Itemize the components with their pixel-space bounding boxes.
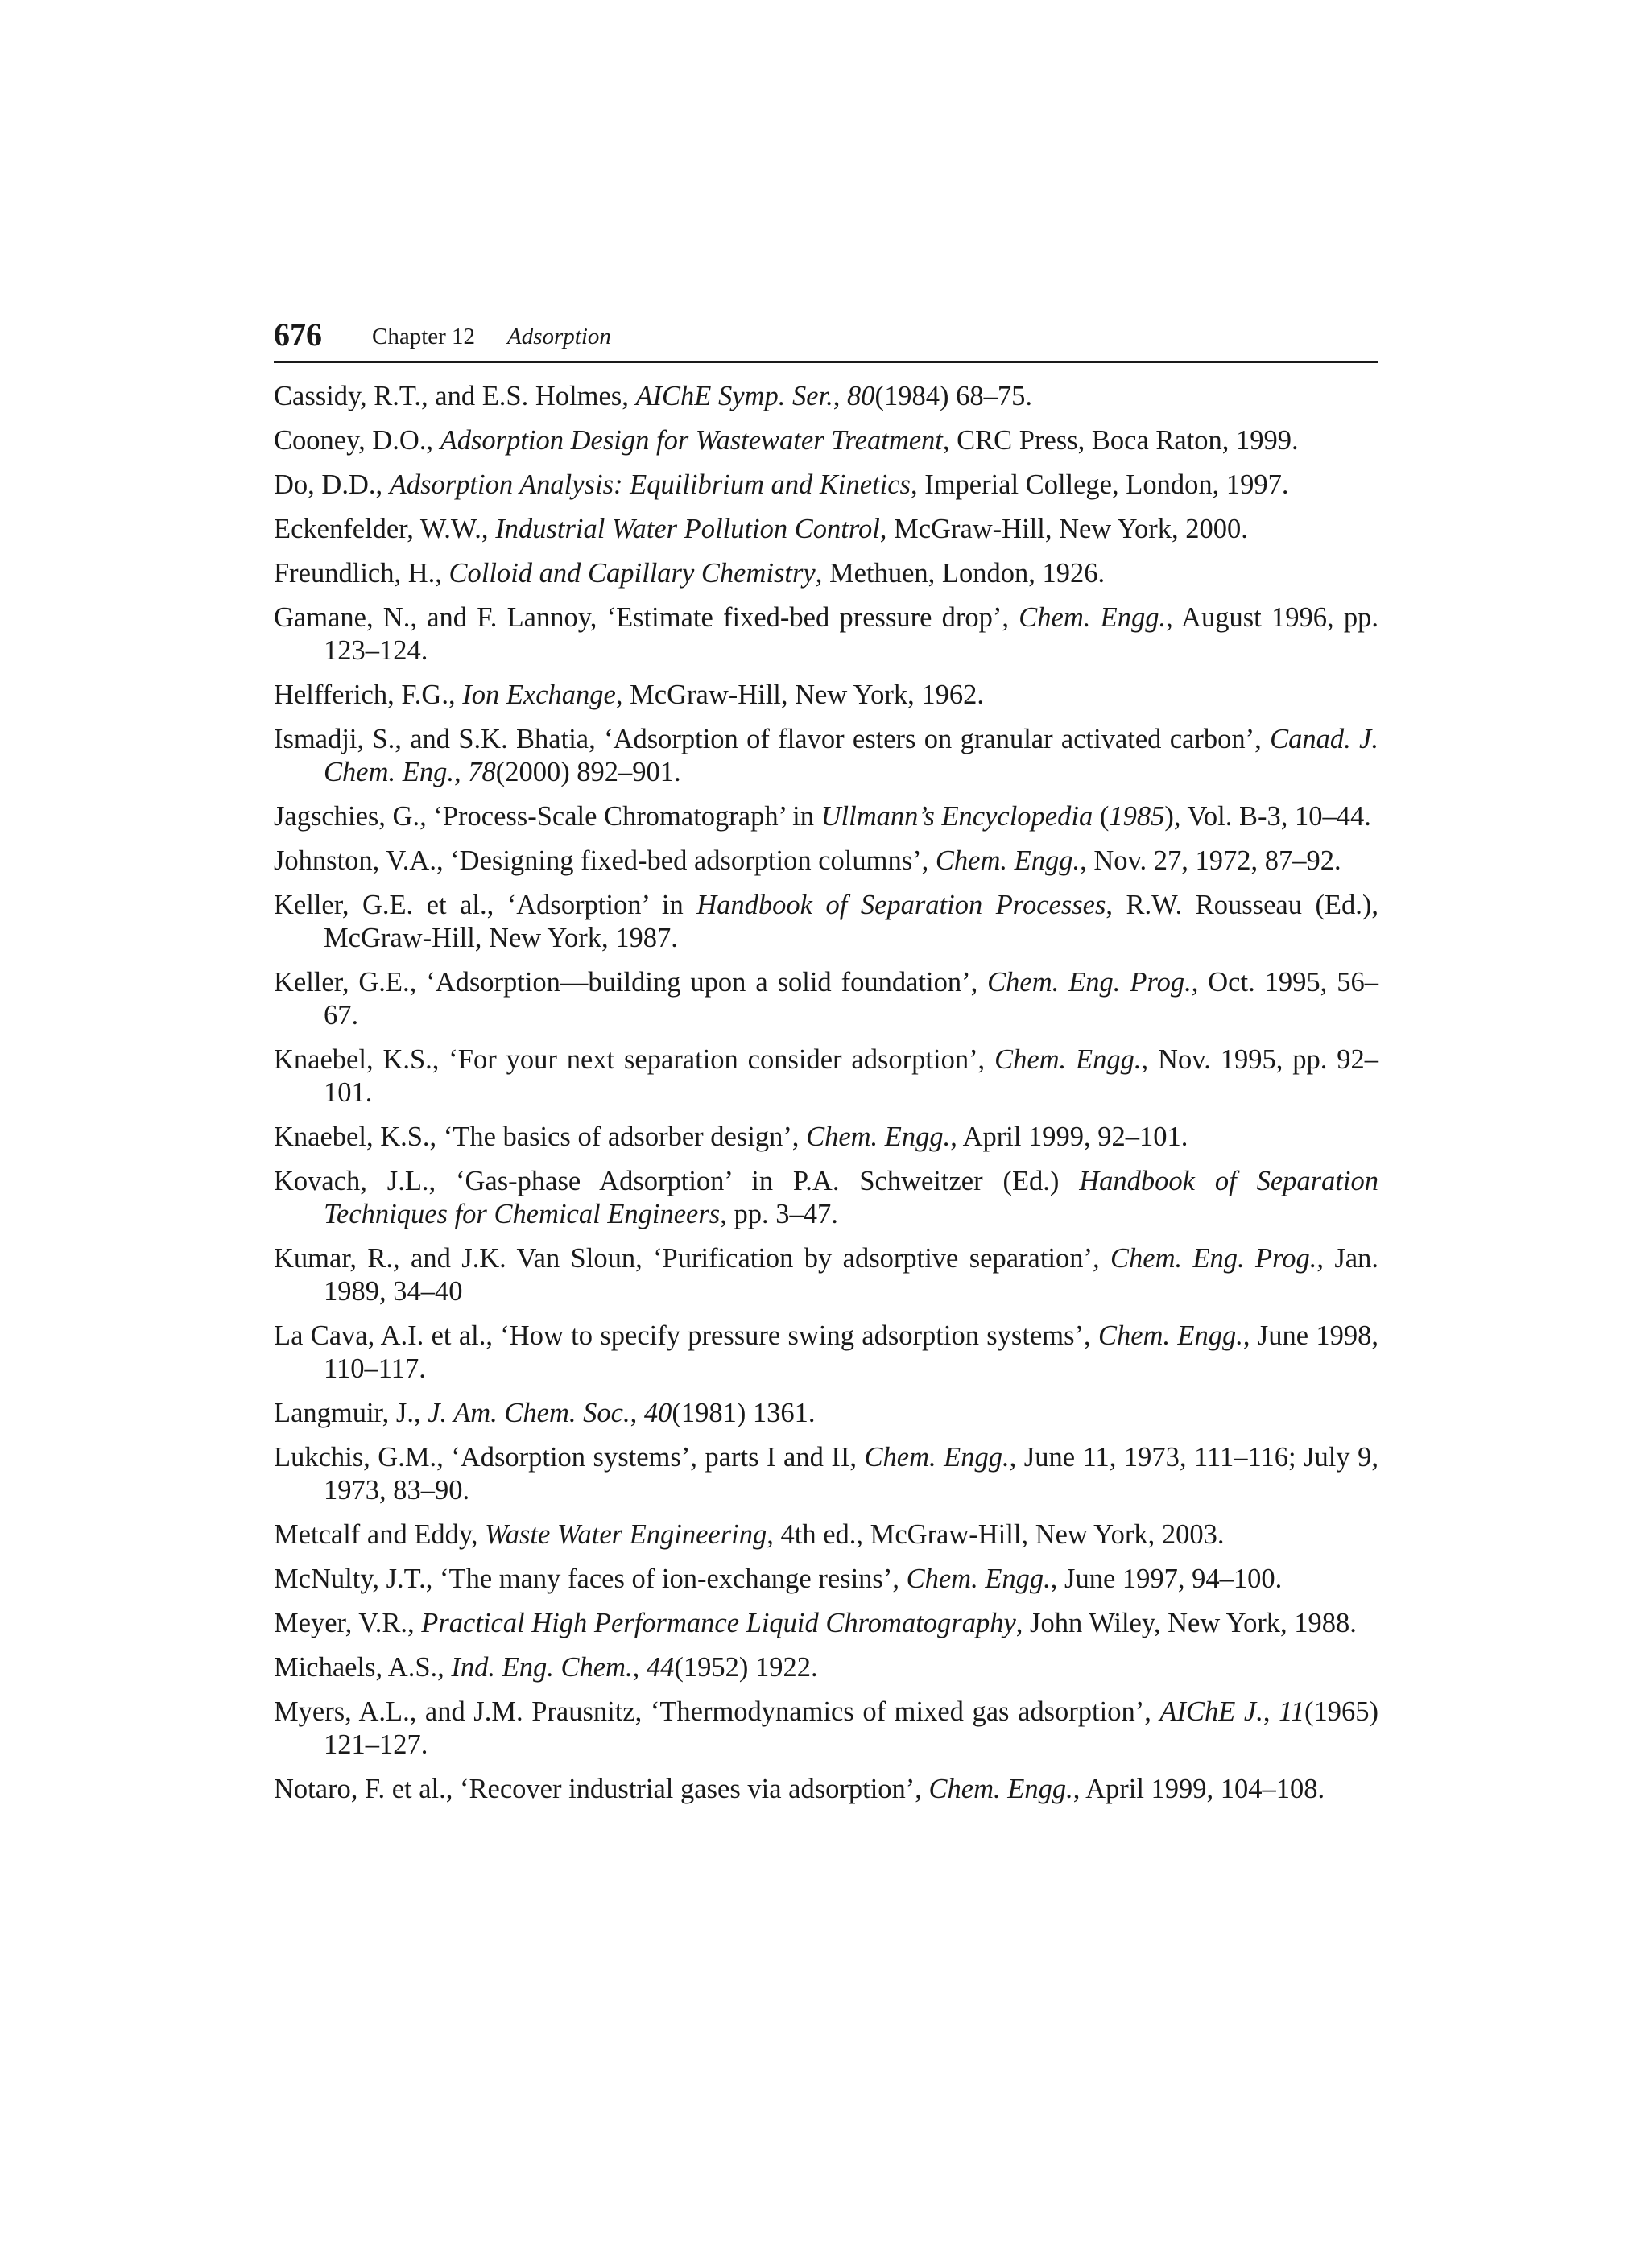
chapter-title: Adsorption: [507, 324, 611, 349]
reference-italic-text: Chem. Eng. Prog.: [987, 967, 1192, 998]
reference-entry: [274, 469, 1378, 502]
reference-text: , Methuen, London, 1926.: [815, 558, 1106, 589]
reference-text: Lukchis, G.M., ‘Adsorption systems’, parts I and II,: [274, 1442, 865, 1473]
reference-italic-text: Chem. Engg.: [994, 1044, 1142, 1075]
reference-entry: [274, 1651, 1378, 1684]
reference-text: , April 1999, 104–108.: [1072, 1774, 1325, 1804]
reference-text: (1984) 68–75.: [874, 381, 1032, 411]
reference-text: Gamane, N., and F. Lannoy, ‘Estimate fixed-bed pressure drop’,: [274, 602, 1019, 633]
reference-text: , McGraw-Hill, New York, 1962.: [615, 680, 984, 710]
reference-text: (1981) 1361.: [672, 1398, 816, 1428]
reference-text: , Oct. 1995, 56–67.: [324, 967, 1378, 1031]
reference-text: Notaro, F. et al., ‘Recover industrial gases via adsorption’,: [274, 1774, 929, 1804]
reference-text: Michaels, A.S.,: [274, 1652, 452, 1683]
reference-entry: [274, 1563, 1378, 1596]
reference-italic-text: Chem. Engg.: [935, 845, 1081, 876]
reference-italic-text: Chem. Eng. Prog.: [1110, 1243, 1317, 1274]
reference-italic-text: Chem. Engg.: [928, 1774, 1073, 1804]
reference-italic-text: Chem. Engg.: [1097, 1320, 1243, 1351]
reference-text: Cooney, D.O.,: [274, 425, 440, 456]
reference-text: ), Vol. B-3, 10–44.: [1164, 801, 1371, 832]
reference-entry: [274, 424, 1378, 457]
reference-text: Do, D.D.,: [274, 469, 390, 500]
reference-text: Kovach, J.L., ‘Gas-phase Adsorption’ in P.A. Schweitzer (Ed.): [274, 1166, 1080, 1196]
reference-entry: [274, 1441, 1378, 1507]
reference-text: , McGraw-Hill, New York, 2000.: [879, 514, 1248, 544]
reference-text: Meyer, V.R.,: [274, 1608, 422, 1638]
reference-italic-text: Adsorption Analysis: Equilibrium and Kinetics: [389, 469, 911, 500]
reference-italic-text: Chem. Engg.: [1019, 602, 1167, 633]
reference-text: , John Wiley, New York, 1988.: [1015, 1608, 1357, 1638]
reference-text: Eckenfelder, W.W.,: [274, 514, 496, 544]
reference-text: , Nov. 1995, pp. 92–101.: [324, 1044, 1378, 1108]
reference-list: [274, 380, 1378, 1817]
reference-italic-text: Ion Exchange: [462, 680, 616, 710]
reference-entry: [274, 1165, 1378, 1231]
reference-text: , Jan. 1989, 34–40: [324, 1243, 1378, 1307]
reference-text: , June 1998, 110–117.: [324, 1320, 1378, 1384]
reference-text: ,: [1263, 1696, 1279, 1727]
reference-text: , August 1996, pp. 123–124.: [324, 602, 1378, 666]
reference-text: (1952) 1922.: [674, 1652, 818, 1683]
reference-text: Keller, G.E. et al., ‘Adsorption’ in: [274, 890, 697, 920]
reference-text: Metcalf and Eddy,: [274, 1519, 486, 1550]
reference-text: (1965) 121–127.: [324, 1696, 1378, 1760]
reference-entry: [274, 845, 1378, 878]
reference-entry: [274, 1773, 1378, 1806]
reference-italic-text: Chem. Engg.: [806, 1122, 951, 1152]
page-number: 676: [274, 316, 322, 353]
reference-text: ,: [453, 757, 469, 787]
reference-text: Knaebel, K.S., ‘The basics of adsorber design’,: [274, 1122, 807, 1152]
reference-italic-text: 40: [643, 1398, 672, 1428]
reference-italic-text: Colloid and Capillary Chemistry: [448, 558, 816, 589]
reference-text: , April 1999, 92–101.: [950, 1122, 1188, 1152]
reference-italic-text: 11: [1279, 1696, 1305, 1727]
reference-entry: [274, 1696, 1378, 1762]
reference-text: (: [1093, 801, 1110, 832]
reference-text: , June 1997, 94–100.: [1050, 1564, 1283, 1594]
reference-text: Myers, A.L., and J.M. Prausnitz, ‘Thermodynamics of mixed gas adsorption’,: [274, 1696, 1160, 1727]
reference-text: Langmuir, J.,: [274, 1398, 428, 1428]
reference-entry: [274, 1242, 1378, 1308]
reference-text: ,: [630, 1398, 644, 1428]
reference-text: Helfferich, F.G.,: [274, 680, 463, 710]
reference-text: Knaebel, K.S., ‘For your next separation consider adsorption’,: [274, 1044, 995, 1075]
reference-text: , June 11, 1973, 111–116; July 9, 1973, 83–90.: [324, 1442, 1378, 1506]
reference-text: Freundlich, H.,: [274, 558, 449, 589]
reference-entry: [274, 800, 1378, 833]
reference-italic-text: Chem. Engg.: [864, 1442, 1010, 1473]
reference-text: Keller, G.E., ‘Adsorption—building upon a solid foundation’,: [274, 967, 988, 998]
reference-italic-text: Handbook of Separation Processes: [696, 890, 1106, 920]
reference-text: , R.W. Rousseau (Ed.), McGraw-Hill, New York, 1987.: [324, 890, 1378, 953]
reference-entry: [274, 1518, 1378, 1551]
reference-italic-text: Ind. Eng. Chem.: [451, 1652, 633, 1683]
reference-entry: [274, 1121, 1378, 1154]
reference-text: Ismadji, S., and S.K. Bhatia, ‘Adsorption of flavor esters on granular activated carbon’,: [274, 724, 1271, 754]
reference-italic-text: Industrial Water Pollution Control: [495, 514, 880, 544]
reference-italic-text: Adsorption Design for Wastewater Treatment: [440, 425, 943, 456]
reference-text: McNulty, J.T., ‘The many faces of ion-exchange resins’,: [274, 1564, 907, 1594]
reference-italic-text: Handbook of Separation Techniques for Chemical Engineers: [324, 1166, 1378, 1229]
reference-entry: [274, 1397, 1378, 1430]
reference-italic-text: AIChE J.: [1159, 1696, 1263, 1727]
reference-entry: [274, 889, 1378, 955]
reference-text: (2000) 892–901.: [495, 757, 681, 787]
reference-italic-text: 80: [847, 381, 875, 411]
reference-text: Jagschies, G., ‘Process-Scale Chromatograph’ in: [274, 801, 821, 832]
reference-entry: [274, 1607, 1378, 1640]
chapter-label: Chapter 12: [372, 324, 476, 349]
reference-text: ,: [632, 1652, 647, 1683]
reference-entry: [274, 601, 1378, 667]
reference-entry: [274, 679, 1378, 712]
reference-italic-text: J. Am. Chem. Soc.: [428, 1398, 630, 1428]
reference-italic-text: AIChE Symp. Ser.: [635, 381, 833, 411]
reference-italic-text: Chem. Engg.: [906, 1564, 1051, 1594]
reference-entry: [274, 1320, 1378, 1386]
reference-text: ,: [833, 381, 847, 411]
reference-text: Kumar, R., and J.K. Van Sloun, ‘Purification by adsorptive separation’,: [274, 1243, 1110, 1274]
reference-text: , 4th ed., McGraw-Hill, New York, 2003.: [767, 1519, 1225, 1550]
reference-italic-text: Canad. J. Chem. Eng.: [324, 724, 1378, 787]
reference-entry: [274, 557, 1378, 590]
reference-italic-text: Practical High Performance Liquid Chromatography: [421, 1608, 1016, 1638]
reference-italic-text: 1985: [1109, 801, 1165, 832]
reference-italic-text: 78: [468, 757, 496, 787]
reference-text: , Nov. 27, 1972, 87–92.: [1080, 845, 1341, 876]
reference-entry: [274, 513, 1378, 546]
reference-entry: [274, 723, 1378, 789]
running-header: [274, 316, 1378, 363]
reference-text: Cassidy, R.T., and E.S. Holmes,: [274, 381, 636, 411]
reference-text: , Imperial College, London, 1997.: [910, 469, 1289, 500]
reference-entry: [274, 1043, 1378, 1109]
reference-text: , pp. 3–47.: [720, 1199, 838, 1229]
reference-text: , CRC Press, Boca Raton, 1999.: [942, 425, 1299, 456]
reference-entry: [274, 380, 1378, 413]
reference-italic-text: Waste Water Engineering: [485, 1519, 767, 1550]
reference-text: Johnston, V.A., ‘Designing fixed-bed adsorption columns’,: [274, 845, 936, 876]
reference-italic-text: Ullmann’s Encyclopedia: [820, 801, 1093, 832]
reference-entry: [274, 966, 1378, 1032]
reference-text: La Cava, A.I. et al., ‘How to specify pressure swing adsorption systems’,: [274, 1320, 1098, 1351]
reference-italic-text: 44: [646, 1652, 675, 1683]
